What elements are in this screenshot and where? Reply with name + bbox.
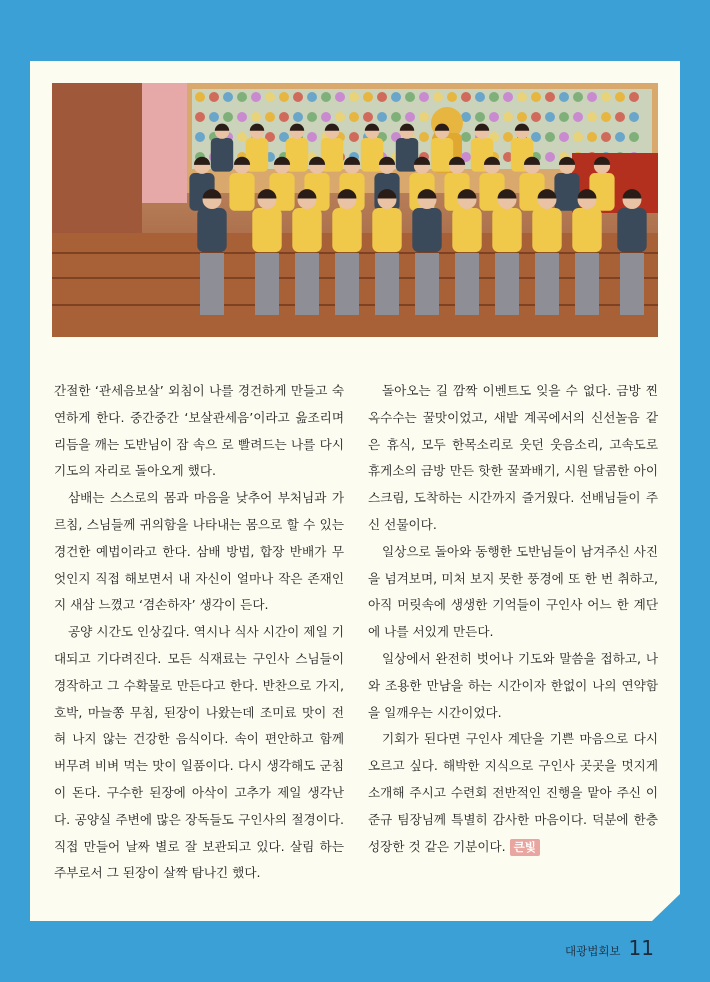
end-mark-badge: 큰빛 xyxy=(510,839,540,856)
paragraph-text: 기회가 된다면 구인사 계단을 기쁜 마음으로 다시 오르고 싶다. 해박한 지식으로 구인사 곳곳을 멋지게 소개해 주시고 수련회 전반적인 진행을 맡아 주신 이준규 팀장님께 특별히 감사한 마음이다. 덕분에 한층 성장한 것 같은 기분이다. xyxy=(368,731,658,854)
paragraph: 간절한 ‘관세음보살’ 외침이 나를 경건하게 만들고 숙연하게 한다. 중간중간 ‘보살관세음’이라고 읊조리며 리듬을 깨는 도반님이 잠 속으 로 빨려드는 나를 다시 기도의 자리로 돌아오게 했다. xyxy=(54,383,344,479)
page-number: 11 xyxy=(628,936,654,960)
column-right xyxy=(368,378,658,860)
paragraph: 삼배는 스스로의 몸과 마음을 낮추어 부처님과 가르침, 스님들께 귀의함을 나타내는 몸으로 할 수 있는 경건한 예법이라고 한다. 삼배 방법, 합장 반배가 무엇인지 직접 해보면서 내 자신이 얼마나 작은 존재인지 새삼 느꼈고 ‘겸손하자’ 생각이 든다. xyxy=(54,490,344,613)
paragraph: 일상에서 완전히 벗어나 기도와 말씀을 접하고, 나와 조용한 만남을 하는 시간이자 한없이 나의 연약함을 일깨우는 시간이었다. xyxy=(368,650,658,720)
paragraph: 돌아오는 길 깜짝 이벤트도 잊을 수 없다. 금방 찐 옥수수는 꿀맛이었고, 새밭 계곡에서의 신선놀음 같은 휴식, 모두 한목소리로 웃던 웃음소리, 고속도로 휴게소의 금방 만든 핫한 꿀꽈배기, 시원 달콤한 아이스크림, 도착하는 시간까지 즐거웠다. 선배님들이 주신 선물이다. xyxy=(368,383,658,532)
column-left xyxy=(54,378,344,887)
paragraph: 공양 시간도 인상깊다. 역시나 식사 시간이 제일 기대되고 기다려진다. 모든 식재료는 구인사 스님들이 경작하고 그 수확물로 만든다고 한다. 반찬으로 가지, 호박, 마늘쫑 무침, 된장이 나왔는데 조미료 맛이 전혀 나지 않는 건강한 음식이다. 속이 편안하고 함께 버무려 비벼 먹는 맛이 일품이다. 다시 생각해도 군침이 돈다. 구수한 된장에 아삭이 고추가 제일 생각난다. 공양실 주변에 많은 장독들도 구인사의 절경이다. 직접 만들어 날짜 별로 잘 보관되고 있다. 살림 하는 주부로서 그 된장이 살짝 탐나긴 했다. xyxy=(54,624,344,881)
paragraph: 일상으로 돌아와 동행한 도반님들이 남겨주신 사진을 넘겨보며, 미처 보지 못한 풍경에 또 한 번 취하고, 아직 머릿속에 생생한 기억들이 구인사 어느 한 계단에 나를 서있게 만든다. xyxy=(368,543,658,640)
group-photo xyxy=(52,83,658,337)
publication-name: 대광법회보 xyxy=(565,944,621,958)
page-footer xyxy=(565,936,654,960)
paragraph-last xyxy=(368,726,658,860)
